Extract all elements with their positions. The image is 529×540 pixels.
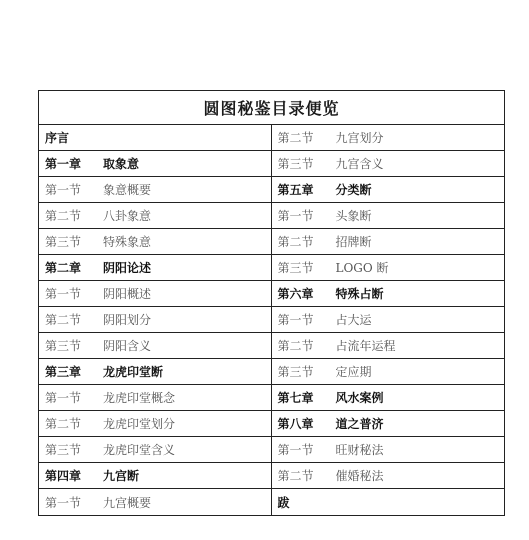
toc-section-row (39, 333, 271, 359)
toc-section-row (272, 125, 505, 151)
toc-number: 第八章 (277, 417, 314, 431)
toc-section-row (272, 333, 505, 359)
toc-section-row (272, 203, 505, 229)
toc-left-column (39, 125, 272, 515)
toc-number: 第一节 (45, 287, 82, 301)
toc-section-row (39, 411, 271, 437)
toc-section-row (39, 437, 271, 463)
toc-number: 第一节 (45, 183, 82, 197)
toc-chapter-row (272, 177, 505, 203)
toc-number: 第一节 (45, 495, 82, 510)
toc-number: 第一节 (277, 443, 314, 457)
toc-number: 第三节 (277, 157, 314, 171)
toc-chapter-row (39, 125, 271, 151)
toc-number: 第三节 (45, 443, 82, 457)
toc-entry-title: 龙虎印堂划分 (103, 417, 176, 431)
toc-number: 第一章 (45, 157, 82, 171)
toc-entry-title: 龙虎印堂含义 (103, 443, 176, 457)
toc-number: 第二节 (277, 235, 314, 249)
toc-chapter-row (272, 385, 505, 411)
toc-entry-title: 八卦象意 (103, 209, 152, 223)
toc-entry-title: 特殊占断 (335, 287, 384, 301)
toc-entry-title: 九宫概要 (103, 495, 152, 510)
toc-number: 第二节 (277, 339, 314, 353)
toc-entry-title: 特殊象意 (103, 235, 152, 249)
toc-section-row (272, 463, 505, 489)
toc-section-row (39, 307, 271, 333)
toc-entry-title: 旺财秘法 (335, 443, 384, 457)
toc-entry-title: 道之普济 (335, 417, 384, 431)
toc-number: 第三节 (277, 261, 314, 275)
toc-section-row (272, 359, 505, 385)
toc-section-row (39, 177, 271, 203)
toc-chapter-row (39, 151, 271, 177)
toc-entry-title: 阴阳概述 (103, 287, 152, 301)
toc-number: 第一节 (277, 209, 314, 223)
toc-number: 第二节 (45, 417, 82, 431)
toc-number: 第七章 (277, 391, 314, 405)
toc-entry-title: 占大运 (335, 313, 372, 327)
toc-section-row (39, 385, 271, 411)
toc-number: 第一节 (277, 313, 314, 327)
toc-chapter-row (39, 255, 271, 281)
toc-number: 第三节 (45, 339, 82, 353)
toc-chapter-row (39, 463, 271, 489)
toc-number: 第一节 (45, 391, 82, 405)
toc-entry-title: 催婚秘法 (335, 469, 384, 483)
toc-entry-title: 九宫断 (103, 469, 140, 483)
toc-section-row (39, 229, 271, 255)
toc-number: 第三节 (45, 235, 82, 249)
toc-chapter-row (39, 359, 271, 385)
toc-entry-title: 头象断 (335, 209, 372, 223)
toc-chapter-row (272, 489, 505, 515)
toc-number: 跋 (277, 495, 290, 510)
toc-section-row (272, 229, 505, 255)
toc-entry-title: 阴阳含义 (103, 339, 152, 353)
toc-entry-title: 阴阳划分 (103, 313, 152, 327)
toc-chapter-row (272, 411, 505, 437)
toc-chapter-row (272, 281, 505, 307)
toc-section-row (39, 489, 271, 515)
toc-entry-title: 龙虎印堂概念 (103, 391, 176, 405)
toc-number: 第三章 (45, 365, 82, 379)
toc-entry-title: 九宫含义 (335, 157, 384, 171)
toc-number: 序言 (45, 131, 70, 145)
toc-number: 第二节 (45, 209, 82, 223)
toc-title: 圆图秘鉴目录便览 (39, 91, 504, 125)
toc-number: 第三节 (277, 365, 314, 379)
toc-number: 第六章 (277, 287, 314, 301)
toc-entry-title: 分类断 (335, 183, 372, 197)
toc-section-row (272, 151, 505, 177)
toc-entry-title: 占流年运程 (335, 339, 396, 353)
toc-table (38, 90, 505, 516)
toc-section-row (272, 255, 505, 281)
toc-entry-title: LOGO 断 (335, 261, 389, 275)
toc-entry-title: 阴阳论述 (103, 261, 152, 275)
toc-entry-title: 定应期 (335, 365, 372, 379)
toc-number: 第二节 (45, 313, 82, 327)
toc-number: 第四章 (45, 469, 82, 483)
toc-right-column (272, 125, 505, 515)
toc-number: 第二节 (277, 469, 314, 483)
toc-entry-title: 风水案例 (335, 391, 384, 405)
toc-entry-title: 取象意 (103, 157, 140, 171)
toc-section-row (39, 203, 271, 229)
toc-columns (39, 125, 504, 515)
toc-entry-title: 招牌断 (335, 235, 372, 249)
toc-entry-title: 龙虎印堂断 (103, 365, 164, 379)
toc-number: 第二章 (45, 261, 82, 275)
toc-section-row (272, 437, 505, 463)
toc-number: 第五章 (277, 183, 314, 197)
toc-section-row (39, 281, 271, 307)
toc-entry-title: 九宫划分 (335, 131, 384, 145)
toc-entry-title: 象意概要 (103, 183, 152, 197)
toc-section-row (272, 307, 505, 333)
toc-number: 第二节 (277, 131, 314, 145)
